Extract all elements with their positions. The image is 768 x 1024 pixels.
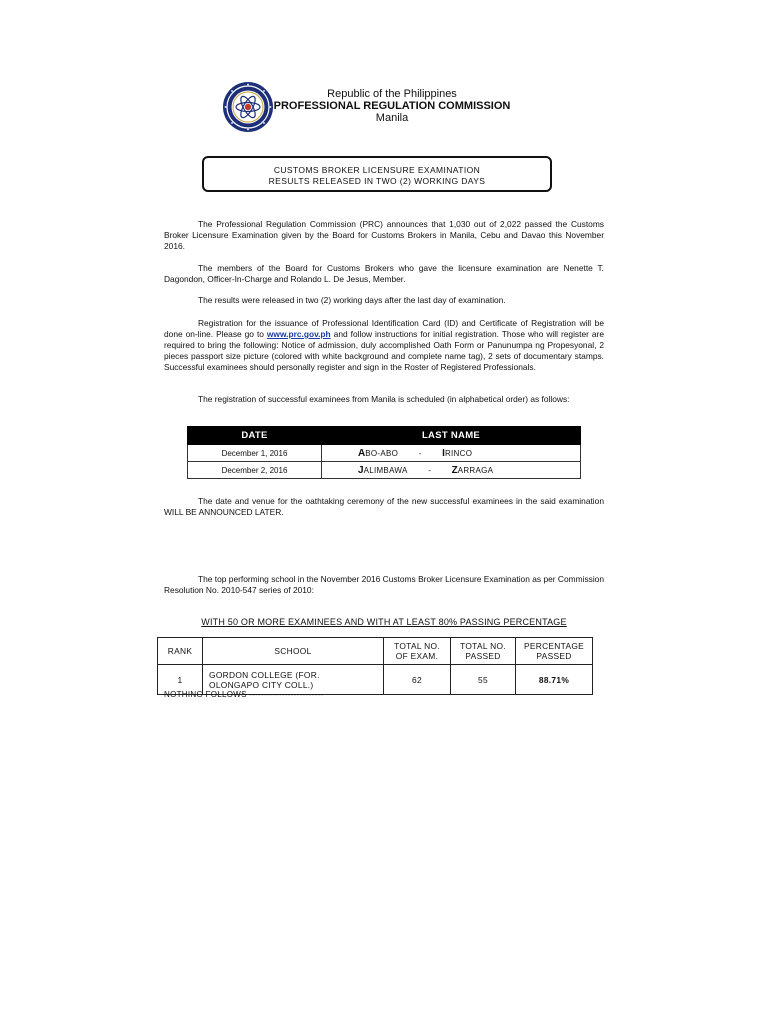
- header-total-exam-line-2: OF EXAM.: [395, 651, 439, 661]
- paragraph-board-members: [164, 263, 604, 285]
- name-separator: -: [418, 448, 422, 458]
- table-row: [188, 462, 581, 479]
- schedule-date: December 1, 2016: [188, 445, 322, 462]
- cell-total-passed: 55: [451, 665, 516, 695]
- paragraph-release: [164, 295, 604, 306]
- nothing-follows-note: NOTHING FOLLOWS -------------------------: [164, 690, 324, 699]
- letterhead: [264, 88, 520, 124]
- cell-school-line-1: GORDON COLLEGE (FOR.: [209, 669, 320, 680]
- paragraph-registration-text-2: and follow instructions for initial registration. Those who will register are required to bring the following: Notice of admission, duly accomplished Oath Form or Panunumpa ng Propesyonal, 2 pieces passport size picture (colored with white background and complete name tag), 2 sets of documentary stamps. Successful examinees should personally register and sign in the Roster of Registered Professionals.: [164, 329, 604, 372]
- paragraph-top-school: [164, 574, 604, 596]
- cell-rank: 1: [158, 665, 203, 695]
- header-percentage-line-2: PASSED: [536, 651, 572, 661]
- header-total-exam: [384, 638, 451, 665]
- letterhead-commission: PROFESSIONAL REGULATION COMMISSION: [273, 100, 511, 112]
- table-row: [188, 445, 581, 462]
- name-from-rest: ALIMBAWA: [363, 465, 408, 475]
- paragraph-oathtaking: [164, 496, 604, 518]
- paragraph-schedule-intro: [164, 394, 604, 405]
- header-percentage-line-1: PERCENTAGE: [523, 641, 585, 651]
- schedule-date: December 2, 2016: [188, 462, 322, 479]
- header-rank: RANK: [158, 638, 203, 665]
- headline-line-1: CUSTOMS BROKER LICENSURE EXAMINATION: [273, 165, 481, 175]
- paragraph-oathtaking-text: The date and venue for the oathtaking ceremony of the new successful examinees in the said examination WILL BE ANNOUNCED LATER.: [164, 496, 604, 517]
- top-school-header-row: [158, 638, 593, 665]
- name-to-rest: ARRAGA: [457, 465, 494, 475]
- header-total-passed: [451, 638, 516, 665]
- paragraph-registration-text-1: Registration for the issuance of Professional Identification Card (ID) and Certificate of Registration will be done on-line. Please go to: [164, 318, 604, 339]
- header-total-passed-line-2: PASSED: [465, 651, 501, 661]
- paragraph-release-text: The results were released in two (2) working days after the last day of examination.: [198, 295, 506, 305]
- cell-percentage: 88.71%: [516, 665, 593, 695]
- header-total-passed-line-1: TOTAL NO.: [460, 641, 506, 651]
- paragraph-board-members-text: The members of the Board for Customs Brokers who gave the licensure examination are Nenette T. Dagondon, Officer-In-Charge and Rolando L. De Jesus, Member.: [164, 263, 604, 284]
- prc-website-link[interactable]: www.prc.gov.ph: [266, 329, 331, 339]
- schedule-name-range: [322, 445, 581, 462]
- cell-school-line-2: OLONGAPO CITY COLL.): [209, 679, 314, 690]
- headline-line-2: RESULTS RELEASED IN TWO (2) WORKING DAYS: [268, 176, 486, 186]
- top-school-subheading: WITH 50 OR MORE EXAMINEES AND WITH AT LEAST 80% PASSING PERCENTAGE: [201, 617, 567, 627]
- letterhead-city: Manila: [375, 112, 409, 124]
- paragraph-registration: [164, 318, 604, 373]
- name-from-rest: BO-ABO: [365, 448, 399, 458]
- name-from-initial: A: [358, 447, 366, 459]
- paragraph-top-school-text: The top performing school in the November 2016 Customs Broker Licensure Examination as per Commission Resolution No. 2010-547 series of 2010:: [164, 574, 604, 595]
- name-from-initial: J: [358, 464, 364, 476]
- top-school-table: [157, 637, 593, 695]
- schedule-name-range: [322, 462, 581, 479]
- cell-total-exam: 62: [384, 665, 451, 695]
- paragraph-announcement: [164, 219, 604, 252]
- schedule-header-row: [188, 427, 581, 445]
- schedule-header-date: DATE: [188, 427, 322, 445]
- header-school: SCHOOL: [203, 638, 384, 665]
- name-to-initial: Z: [451, 464, 458, 476]
- header-percentage: [516, 638, 593, 665]
- name-to-rest: RINCO: [444, 448, 473, 458]
- schedule-header-last-name: LAST NAME: [322, 427, 581, 445]
- letterhead-country: Republic of the Philippines: [327, 88, 457, 100]
- paragraph-announcement-text: The Professional Regulation Commission (PRC) announces that 1,030 out of 2,022 passed the Customs Broker Licensure Examination given by the Board for Customs Brokers in Manila, Cebu and Davao this November 2016.: [164, 219, 604, 251]
- registration-schedule-table: [187, 426, 581, 479]
- paragraph-schedule-intro-text: The registration of successful examinees from Manila is scheduled (in alphabetical order) as follows:: [198, 394, 570, 404]
- name-separator: -: [428, 465, 431, 475]
- header-total-exam-line-1: TOTAL NO.: [394, 641, 440, 651]
- headline-box: [202, 156, 552, 192]
- name-to-initial: I: [442, 447, 445, 459]
